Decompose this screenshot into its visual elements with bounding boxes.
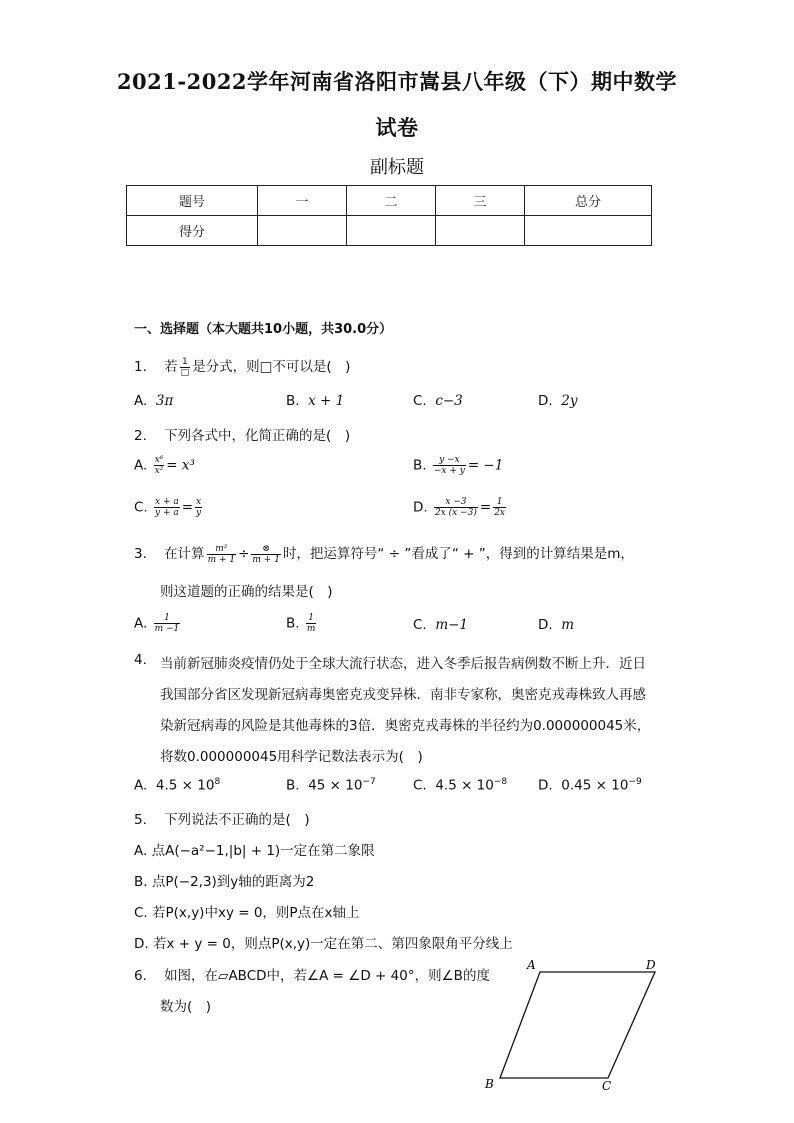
option-label: B. bbox=[286, 393, 300, 409]
score-table-header-row bbox=[127, 186, 652, 216]
option-value: m−1 bbox=[435, 617, 469, 633]
score-table-row bbox=[127, 216, 652, 246]
page-subtitle: 副标题 bbox=[370, 157, 424, 178]
fraction-numerator: 1 bbox=[180, 357, 191, 368]
option-label: C. bbox=[413, 617, 427, 633]
question-text: 下列说法不正确的是( ) bbox=[164, 812, 310, 828]
option-value: 3π bbox=[155, 393, 174, 409]
option-d[interactable] bbox=[538, 393, 578, 409]
option-value: x + 1 bbox=[308, 393, 345, 409]
option-b[interactable] bbox=[286, 777, 376, 794]
fraction-numerator: y −x bbox=[433, 455, 466, 466]
option-value: 4.5 × 10 bbox=[435, 777, 494, 794]
page-title: 2021-2022学年河南省洛阳市嵩县八年级（下）期中数学 bbox=[116, 69, 678, 94]
option-label: D. bbox=[538, 393, 553, 409]
exponent: 8 bbox=[214, 777, 221, 787]
option-label: B. bbox=[413, 457, 427, 474]
option-c[interactable] bbox=[413, 617, 468, 633]
fraction-numerator: ⊗ bbox=[251, 544, 281, 555]
option-label: C. bbox=[413, 777, 427, 794]
option-b[interactable]: B. 点P(−2,3)到y轴的距离为2 bbox=[134, 874, 315, 890]
question-3 bbox=[134, 542, 634, 565]
fraction-denominator: m bbox=[306, 624, 316, 634]
question-2 bbox=[134, 424, 350, 444]
fraction bbox=[154, 455, 165, 476]
option-label: D. bbox=[538, 617, 553, 633]
fraction-denominator: y bbox=[196, 508, 202, 518]
option-b[interactable] bbox=[286, 613, 318, 634]
question-text: 时，把运算符号“ ÷ ”看成了“ + ”，得到的计算结果是m， bbox=[282, 546, 634, 562]
fraction bbox=[493, 497, 506, 518]
fraction-numerator: m² bbox=[207, 544, 237, 555]
fraction-numerator: x⁶ bbox=[154, 455, 164, 465]
option-a[interactable] bbox=[134, 455, 195, 476]
option-c[interactable] bbox=[413, 393, 463, 409]
fraction-denominator: □ bbox=[180, 367, 190, 378]
exponent: −7 bbox=[362, 777, 376, 787]
fraction-denominator: x² bbox=[154, 466, 164, 476]
fraction bbox=[207, 544, 237, 565]
option-d[interactable] bbox=[538, 617, 574, 633]
fraction-denominator: y + a bbox=[155, 508, 179, 518]
option-a[interactable] bbox=[134, 777, 220, 794]
score-cell bbox=[525, 216, 652, 246]
score-row-label: 得分 bbox=[127, 216, 258, 246]
option-label: C. bbox=[134, 499, 148, 516]
question-4-line: 将数0.000000045用科学记数法表示为( ) bbox=[160, 749, 423, 765]
option-value: 2y bbox=[561, 393, 578, 409]
fraction bbox=[154, 497, 180, 518]
page-title-line2: 试卷 bbox=[375, 115, 419, 140]
option-value: = −1 bbox=[467, 457, 504, 474]
option-value: c−3 bbox=[435, 393, 463, 409]
question-text: 下列各式中，化简正确的是( ) bbox=[164, 428, 351, 444]
option-c[interactable] bbox=[134, 497, 204, 518]
question-6-line2: 数为( ) bbox=[160, 999, 212, 1015]
option-label: D. bbox=[538, 777, 553, 794]
fraction bbox=[154, 613, 181, 634]
question-5 bbox=[134, 808, 310, 828]
option-a[interactable]: A. 点A(−a²−1,|b| + 1)一定在第二象限 bbox=[134, 843, 375, 859]
vertex-label-b: B bbox=[485, 1077, 494, 1091]
question-3-line2: 则这道题的正确的结果是( ) bbox=[160, 584, 333, 600]
option-a[interactable] bbox=[134, 393, 173, 409]
parallelogram-abcd bbox=[500, 972, 655, 1078]
fraction bbox=[195, 497, 202, 518]
question-1 bbox=[134, 355, 350, 378]
question-4-line: 当前新冠肺炎疫情仍处于全球大流行状态，进入冬季后报告病例数不断上升．近日 bbox=[160, 656, 646, 672]
fraction-denominator: m −1 bbox=[154, 624, 180, 634]
exponent: −8 bbox=[493, 777, 508, 787]
fraction-denominator: 2x bbox=[494, 508, 505, 518]
fraction-denominator: m + 1 bbox=[252, 554, 280, 565]
score-header-cell: 题号 bbox=[127, 186, 258, 216]
question-number: 5. bbox=[134, 812, 147, 828]
question-number: 2. bbox=[134, 428, 147, 444]
parallelogram-figure bbox=[480, 955, 670, 1095]
fraction-denominator: 2x (x −3) bbox=[434, 508, 477, 518]
vertex-label-a: A bbox=[527, 958, 536, 972]
fraction bbox=[433, 455, 466, 476]
score-header-cell: 一 bbox=[258, 186, 347, 216]
option-label: A. bbox=[134, 393, 148, 409]
question-4-line: 我国部分省区发现新冠病毒奥密克戎变异株．南非专家称，奥密克戎毒株致人再感 bbox=[160, 687, 646, 703]
option-value: 45 × 10 bbox=[308, 777, 363, 794]
fraction-numerator: 1 bbox=[154, 613, 181, 624]
vertex-label-c: C bbox=[602, 1079, 612, 1093]
score-cell bbox=[347, 216, 436, 246]
option-label: D. bbox=[413, 499, 428, 516]
section-heading: 一、选择题（本大题共10小题，共30.0分） bbox=[134, 322, 393, 337]
option-value: = x³ bbox=[166, 457, 195, 474]
equals-sign: = bbox=[181, 499, 194, 516]
fraction-denominator: m + 1 bbox=[207, 554, 236, 565]
fraction-numerator: x + a bbox=[155, 497, 179, 507]
option-d[interactable] bbox=[413, 497, 508, 518]
option-label: A. bbox=[134, 615, 148, 632]
question-number: 3. bbox=[134, 546, 147, 562]
score-header-cell: 二 bbox=[347, 186, 436, 216]
option-label: B. bbox=[286, 777, 300, 794]
score-table bbox=[126, 185, 652, 246]
option-label: C. bbox=[413, 393, 427, 409]
option-label: A. bbox=[134, 457, 148, 474]
fraction-numerator: 1 bbox=[306, 613, 317, 624]
option-c[interactable] bbox=[413, 777, 507, 794]
option-b[interactable] bbox=[286, 393, 344, 409]
score-header-cell: 三 bbox=[436, 186, 525, 216]
vertex-label-d: D bbox=[646, 958, 656, 972]
question-6 bbox=[134, 964, 490, 984]
question-number: 1. bbox=[134, 359, 147, 375]
score-cell bbox=[258, 216, 347, 246]
fraction-numerator: x bbox=[196, 497, 202, 507]
fraction bbox=[180, 357, 191, 378]
score-cell bbox=[436, 216, 525, 246]
option-b[interactable] bbox=[413, 455, 503, 476]
question-4-line: 染新冠病毒的风险是其他毒株的3倍．奥密克戎毒株的半径约为0.000000045米， bbox=[160, 718, 651, 734]
option-value: 4.5 × 10 bbox=[155, 777, 215, 794]
option-label: A. bbox=[134, 777, 148, 794]
option-d[interactable]: D. 若x + y = 0，则点P(x,y)一定在第二、第四象限角平分线上 bbox=[134, 936, 513, 952]
exponent: −9 bbox=[628, 777, 642, 787]
option-label: B. bbox=[286, 615, 300, 632]
question-text: 是分式，则□不可以是( ) bbox=[192, 359, 351, 375]
option-value: m bbox=[561, 617, 575, 633]
option-value: 0.45 × 10 bbox=[561, 777, 629, 794]
score-header-cell: 总分 bbox=[525, 186, 652, 216]
fraction bbox=[251, 544, 281, 565]
option-d[interactable] bbox=[538, 777, 642, 794]
fraction bbox=[306, 613, 317, 634]
question-text: 如图，在▱ABCD中，若∠A = ∠D + 40°，则∠B的度 bbox=[164, 968, 490, 984]
question-4-number: 4. bbox=[134, 652, 147, 668]
question-text: 若 bbox=[164, 359, 178, 375]
division-sign: ÷ bbox=[238, 546, 250, 562]
fraction-numerator: 1 bbox=[493, 497, 506, 508]
question-number: 6. bbox=[134, 968, 147, 984]
option-c[interactable]: C. 若P(x,y)中xy = 0，则P点在x轴上 bbox=[134, 905, 360, 921]
fraction-denominator: −x + y bbox=[433, 466, 465, 476]
option-a[interactable] bbox=[134, 613, 182, 634]
fraction bbox=[434, 497, 478, 518]
equals-sign: = bbox=[479, 499, 492, 516]
fraction-numerator: x −3 bbox=[434, 497, 478, 508]
question-text: 在计算 bbox=[164, 546, 205, 562]
